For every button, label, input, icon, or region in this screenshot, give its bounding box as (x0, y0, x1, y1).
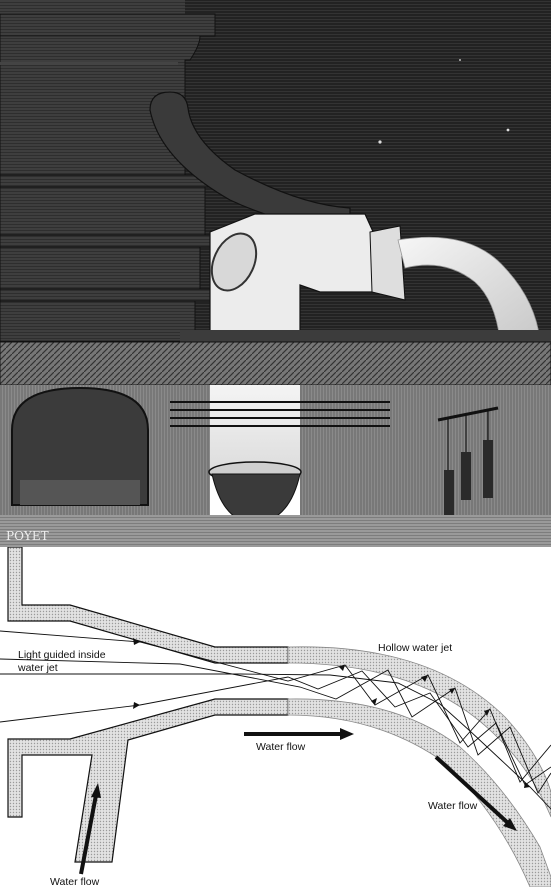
nozzle-cone (370, 226, 405, 300)
roof-slope (0, 342, 551, 385)
light-guiding-diagram (0, 547, 551, 887)
label-hollow-water-jet: Hollow water jet (378, 642, 453, 654)
star (507, 129, 510, 132)
lower-wall (300, 385, 551, 515)
nozzle-lower-wall (8, 699, 288, 862)
label-water-flow-curve: Water flow (428, 800, 478, 812)
pool-ledge (180, 330, 551, 342)
artist-signature: POYET (6, 529, 49, 543)
label-light-guided: Light guided inside (18, 649, 106, 661)
doorway-floor (20, 480, 140, 505)
nozzle-upper-wall (8, 547, 288, 663)
label-water-flow-nozzle: Water flow (256, 741, 306, 753)
label-water-flow-inlet: Water flow (50, 876, 100, 887)
flow-arrowhead-nozzle (340, 728, 354, 740)
star (459, 59, 461, 61)
label-light-guided-2: water jet (18, 662, 58, 674)
floor (0, 515, 551, 547)
star (378, 140, 381, 143)
